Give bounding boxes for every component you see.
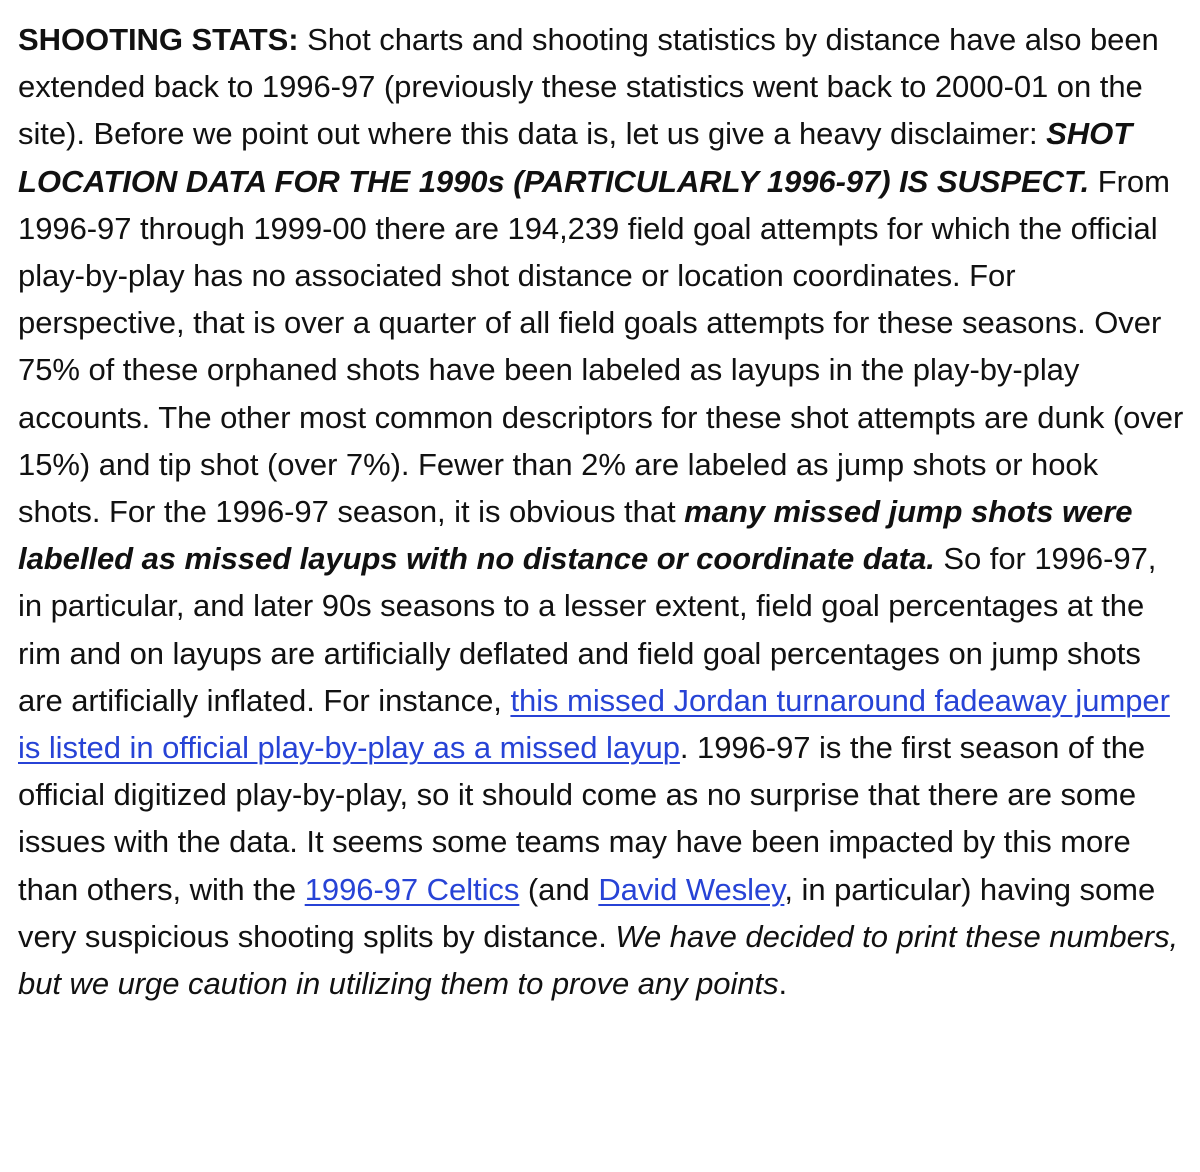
paragraph-text: , in particular) having some very suspicious shooting splits by distance.	[18, 871, 1156, 954]
jordan-fadeaway-link[interactable]: this missed Jordan turnaround fadeaway jumper is listed in official play-by-play as a missed layup	[18, 682, 1170, 766]
paragraph-text: Shot charts and shooting statistics by distance have also been extended back to 1996-97 (previously these statistics went back to 2000-01 on the site). Before we point out where this data is, let us give a heavy disclaimer:	[18, 22, 1159, 152]
paragraph-text: So for 1996-97, in particular, and later 90s seasons to a lesser extent, field goal percentages at the rim and on layups are artificially deflated and field goal percentages on jump shots are artificially inflated. For instance,	[18, 541, 1157, 718]
caution-note: We have decided to print these numbers, but we urge caution in utilizing them to prove any points	[18, 918, 1179, 1002]
section-heading: SHOOTING STATS:	[18, 22, 299, 57]
paragraph-text: (and	[519, 871, 599, 907]
celtics-1996-97-link[interactable]: 1996-97 Celtics	[304, 871, 520, 907]
shooting-stats-paragraph	[18, 16, 1186, 1007]
paragraph-text: . 1996-97 is the first season of the official digitized play-by-play, so it should come as no surprise that there are some issues with the data. It seems some teams may have been impacted by this more than others, with the	[18, 730, 1146, 907]
paragraph-text: .	[778, 966, 788, 1002]
david-wesley-link[interactable]: David Wesley	[598, 871, 785, 907]
missed-jump-shots-emphasis: many missed jump shots were labelled as missed layups with no distance or coordinate data.	[18, 494, 1133, 577]
paragraph-text: From 1996-97 through 1999-00 there are 194,239 field goal attempts for which the official play-by-play has no associated shot distance or location coordinates. For perspective, that is over a quarter of all field goals attempts for these seasons. Over 75% of these orphaned shots have been labeled as layups in the play-by-play accounts. The other most common descriptors for these shot attempts are dunk (over 15%) and tip shot (over 7%). Fewer than 2% are labeled as jump shots or hook shots. For the 1996-97 season, it is obvious that	[18, 163, 1184, 530]
disclaimer-emphasis: SHOT LOCATION DATA FOR THE 1990s (PARTICULARLY 1996-97) IS SUSPECT.	[18, 116, 1133, 199]
